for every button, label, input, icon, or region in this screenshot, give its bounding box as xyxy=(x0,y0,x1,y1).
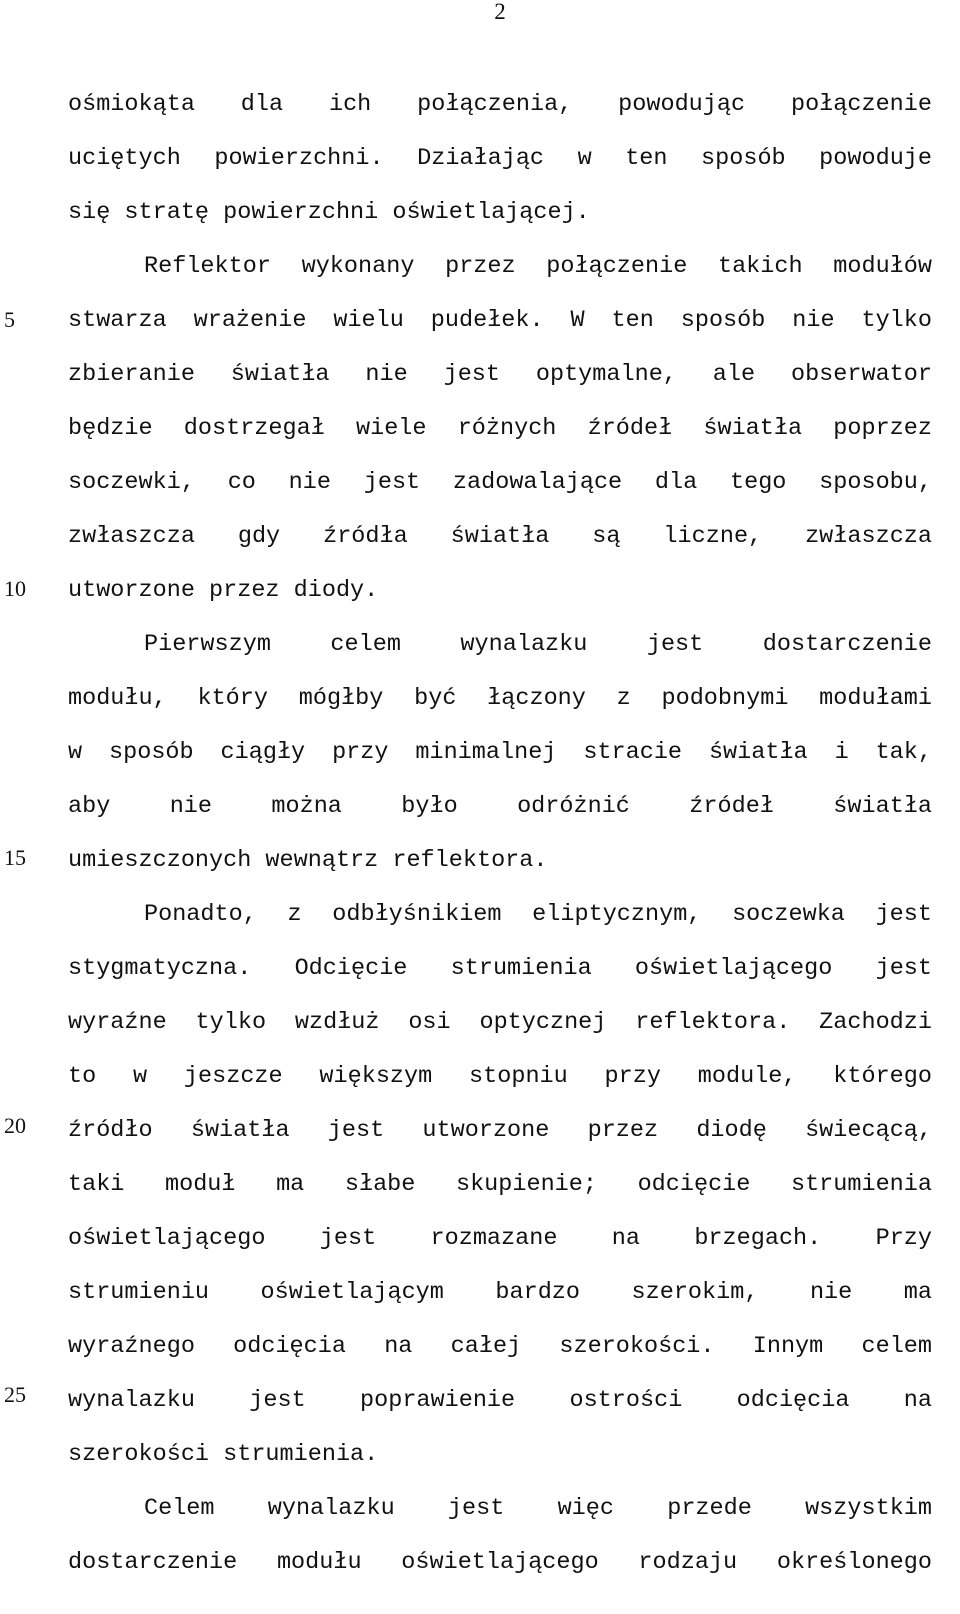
text-line: uciętych powierzchni. Działając w ten sposób powoduje xyxy=(68,145,932,172)
text-line: będzie dostrzegał wiele różnych źródeł światła poprzez xyxy=(68,415,932,442)
text-line: Celem wynalazku jest więc przede wszystkim xyxy=(144,1495,932,1522)
text-line: umieszczonych wewnątrz reflektora. xyxy=(68,847,548,874)
line-number-margin xyxy=(0,0,50,1614)
text-line: oświetlającego jest rozmazane na brzegach. Przy xyxy=(68,1225,932,1252)
line-number: 15 xyxy=(4,845,26,870)
text-line: to w jeszcze większym stopniu przy module, którego xyxy=(68,1063,932,1090)
line-number: 25 xyxy=(4,1382,26,1407)
line-number: 20 xyxy=(4,1113,26,1138)
text-line: Reflektor wykonany przez połączenie takich modułów xyxy=(144,253,932,280)
text-line: taki moduł ma słabe skupienie; odcięcie strumienia xyxy=(68,1171,932,1198)
line-number: 5 xyxy=(4,307,15,332)
text-line: źródło światła jest utworzone przez diodę świecącą, xyxy=(68,1117,932,1144)
text-line: soczewki, co nie jest zadowalające dla tego sposobu, xyxy=(68,469,932,496)
text-line: wynalazku jest poprawienie ostrości odcięcia na xyxy=(68,1387,932,1414)
line-number: 10 xyxy=(4,576,26,601)
text-line: modułu, który mógłby być łączony z podobnymi modułami xyxy=(68,685,932,712)
document-body xyxy=(68,86,932,1598)
text-line: ośmiokąta dla ich połączenia, powodując połączenie xyxy=(68,91,932,118)
text-line: strumieniu oświetlającym bardzo szerokim, nie ma xyxy=(68,1279,932,1306)
text-line: dostarczenie modułu oświetlającego rodzaju określonego xyxy=(68,1549,932,1576)
text-line: wyraźne tylko wzdłuż osi optycznej reflektora. Zachodzi xyxy=(68,1009,932,1036)
text-line: zwłaszcza gdy źródła światła są liczne, zwłaszcza xyxy=(68,523,932,550)
text-line: zbieranie światła nie jest optymalne, ale obserwator xyxy=(68,361,932,388)
text-line: stwarza wrażenie wielu pudełek. W ten sposób nie tylko xyxy=(68,307,932,334)
text-line: się stratę powierzchni oświetlającej. xyxy=(68,199,590,226)
text-line: wyraźnego odcięcia na całej szerokości. Innym celem xyxy=(68,1333,932,1360)
text-line: aby nie można było odróżnić źródeł światła xyxy=(68,793,932,820)
text-line: Ponadto, z odbłyśnikiem eliptycznym, soczewka jest xyxy=(144,901,932,928)
page-number: 2 xyxy=(494,0,506,24)
text-line: szerokości strumienia. xyxy=(68,1441,379,1468)
text-line: w sposób ciągły przy minimalnej stracie światła i tak, xyxy=(68,739,932,766)
text-line: Pierwszym celem wynalazku jest dostarczenie xyxy=(144,631,932,658)
text-line: stygmatyczna. Odcięcie strumienia oświetlającego jest xyxy=(68,955,932,982)
text-line: utworzone przez diody. xyxy=(68,577,379,604)
